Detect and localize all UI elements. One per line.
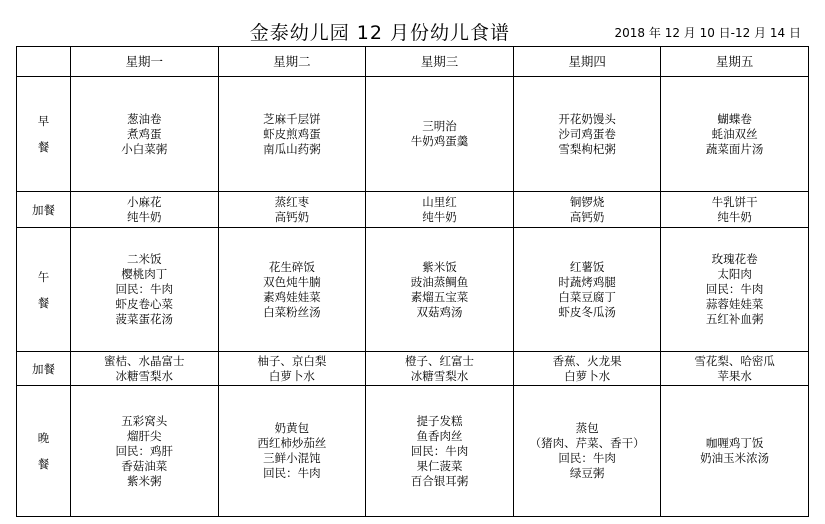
dish-item: 红薯饭: [569, 259, 605, 274]
menu-cell: [513, 77, 661, 192]
dish-item: 豉油蒸鲷鱼: [410, 274, 469, 289]
meal-label: [17, 77, 71, 192]
meal-label: [17, 228, 71, 352]
dish-item: 五彩窝头: [121, 413, 168, 428]
menu-cell: [661, 386, 809, 517]
dish-item: 时蔬烤鸡腿: [558, 274, 616, 289]
dish-item: 回民：牛肉: [558, 451, 616, 465]
dish-item: 牛奶鸡蛋羹: [410, 134, 469, 148]
menu-cell: [513, 228, 661, 352]
dish-item: 开花奶馒头: [558, 111, 616, 126]
dish-item: 奶黄包: [274, 421, 310, 435]
dish-item: 蒸包: [575, 421, 599, 435]
dish-item: 白菜豆腐丁: [558, 289, 616, 304]
dish-item: 紫米饭: [422, 259, 457, 274]
dish-item: 雪梨枸杞粥: [558, 141, 616, 156]
dish-item: 橙子、红富士: [404, 353, 474, 368]
dish-item: 蒸红枣: [274, 194, 310, 209]
dish-item: 回民：牛肉: [115, 282, 174, 296]
dish-item: 蝴蝶卷: [717, 111, 752, 126]
dish-item: 白萝卜水: [268, 368, 315, 383]
dish-item: 百合银耳粥: [410, 473, 469, 488]
menu-cell: [71, 386, 219, 517]
dish-item: 葱油卷: [127, 111, 162, 126]
menu-cell: [71, 77, 219, 192]
day-header-thursday: 星期四: [513, 47, 661, 77]
meal-label: [17, 352, 71, 386]
menu-cell: [71, 352, 219, 386]
dish-item: 沙司鸡蛋卷: [558, 126, 616, 141]
dish-item: 奶油玉米浓汤: [700, 451, 770, 465]
menu-cell: [366, 228, 514, 352]
dish-item: 蔬菜面片汤: [705, 141, 764, 156]
dish-item: 芝麻千层饼: [263, 111, 321, 126]
dish-item: 双菇鸡汤: [416, 304, 463, 319]
dish-item: 熘肝尖: [127, 428, 162, 443]
dish-item: 果仁菠菜: [416, 458, 463, 473]
dish-item: 白菜粉丝汤: [263, 304, 321, 319]
dish-item: 虾皮煎鸡蛋: [263, 126, 321, 141]
menu-cell: [71, 228, 219, 352]
date-range: 2018 年 12 月 10 日-12 月 14 日: [614, 26, 801, 40]
dish-item: （猪肉、芹菜、香干）: [529, 436, 645, 450]
dish-item: 西红柿炒茄丝: [257, 436, 327, 450]
menu-cell: [661, 352, 809, 386]
dish-item: 回民：牛肉: [410, 443, 469, 458]
dish-item: 二米饭: [127, 252, 162, 266]
dish-item: 回民：牛肉: [263, 466, 321, 480]
menu-cell: [366, 192, 514, 228]
dish-item: 雪花梨、哈密瓜: [694, 353, 775, 368]
meal-row-lunch: [17, 228, 809, 352]
dish-item: 蒜蓉娃娃菜: [705, 297, 764, 311]
dish-item: 香蕉、火龙果: [552, 353, 622, 368]
dish-item: 纯牛奶: [717, 209, 752, 224]
dish-item: 高钙奶: [569, 209, 605, 224]
menu-cell: [218, 386, 366, 517]
meal-label-text: 餐: [37, 140, 50, 154]
corner-cell: [17, 47, 71, 77]
day-header-monday: 星期一: [71, 47, 219, 77]
meal-label: [17, 386, 71, 517]
menu-cell: [366, 352, 514, 386]
dish-item: 绿豆粥: [569, 466, 605, 480]
meal-label-text: 餐: [37, 457, 50, 471]
menu-cell: [661, 192, 809, 228]
dish-item: 冰糖雪梨水: [115, 368, 174, 383]
dish-item: 太阳肉: [717, 267, 752, 281]
meal-label: [17, 192, 71, 228]
day-header-tuesday: 星期二: [218, 47, 366, 77]
dish-item: 回民：鸡肝: [115, 443, 174, 458]
dish-item: 咖喱鸡丁饭: [705, 436, 764, 450]
dish-item: 花生碎饭: [268, 259, 315, 274]
dish-item: 虾皮卷心菜: [115, 297, 174, 311]
dish-item: 南瓜山药粥: [263, 141, 321, 156]
menu-cell: [366, 77, 514, 192]
dish-item: 蜜桔、水晶富士: [104, 353, 185, 368]
dish-item: 山里红: [422, 194, 457, 209]
meal-label-text: 午: [37, 269, 50, 284]
dish-item: 小白菜粥: [121, 141, 168, 156]
dish-item: 虾皮冬瓜汤: [558, 304, 616, 319]
dish-item: 提子发糕: [416, 413, 463, 428]
dish-item: 冰糖雪梨水: [410, 368, 469, 383]
menu-cell: [513, 192, 661, 228]
meal-label-text: 加餐: [32, 361, 55, 376]
day-header-friday: 星期五: [661, 47, 809, 77]
dish-item: 紫米粥: [127, 473, 162, 488]
menu-cell: [513, 352, 661, 386]
dish-item: 鱼香肉丝: [416, 428, 463, 443]
menu-cell: [71, 192, 219, 228]
dish-item: 小麻花: [127, 194, 162, 209]
dish-item: 高钙奶: [274, 209, 310, 224]
menu-cell: [218, 192, 366, 228]
dish-item: 菠菜蛋花汤: [115, 312, 174, 326]
meal-label-text: 晚: [37, 431, 50, 445]
dish-item: 五红补血粥: [705, 312, 764, 326]
menu-table: [16, 46, 809, 517]
dish-item: 纯牛奶: [422, 209, 457, 224]
menu-cell: [513, 386, 661, 517]
dish-item: 樱桃肉丁: [121, 267, 168, 281]
dish-item: 香菇油菜: [121, 458, 168, 473]
menu-cell: [661, 228, 809, 352]
dish-item: 纯牛奶: [127, 209, 162, 224]
meal-label-text: 早: [37, 114, 50, 128]
meal-row-breakfast: [17, 77, 809, 192]
dish-item: 柚子、京白梨: [257, 353, 327, 368]
dish-item: 煮鸡蛋: [127, 126, 162, 141]
dish-item: 牛乳饼干: [711, 194, 758, 209]
page-title: 金泰幼儿园 12 月份幼儿食谱: [249, 22, 510, 44]
menu-cell: [218, 77, 366, 192]
dish-item: 三鲜小混饨: [263, 451, 321, 465]
dish-item: 回民：牛肉: [705, 282, 764, 296]
day-header-wednesday: 星期三: [366, 47, 514, 77]
dish-item: 白萝卜水: [564, 368, 611, 383]
meal-row-afternoon-snack: [17, 352, 809, 386]
dish-item: 铜锣烧: [569, 194, 605, 209]
dish-item: 素熘五宝菜: [410, 289, 469, 304]
dish-item: 素鸡娃娃菜: [263, 289, 321, 304]
dish-item: 苹果水: [717, 368, 752, 383]
meal-row-morning-snack: [17, 192, 809, 228]
meal-label-text: 加餐: [32, 202, 55, 217]
menu-cell: [218, 228, 366, 352]
menu-cell: [661, 77, 809, 192]
meal-row-dinner: [17, 386, 809, 517]
dish-item: 玫瑰花卷: [711, 252, 758, 266]
dish-item: 双色炖牛腩: [263, 274, 321, 289]
meal-label-text: 餐: [37, 295, 50, 310]
menu-cell: [218, 352, 366, 386]
dish-item: 三明治: [422, 119, 457, 133]
dish-item: 蚝油双丝: [711, 126, 758, 141]
header-row: [17, 47, 809, 77]
menu-cell: [366, 386, 514, 517]
